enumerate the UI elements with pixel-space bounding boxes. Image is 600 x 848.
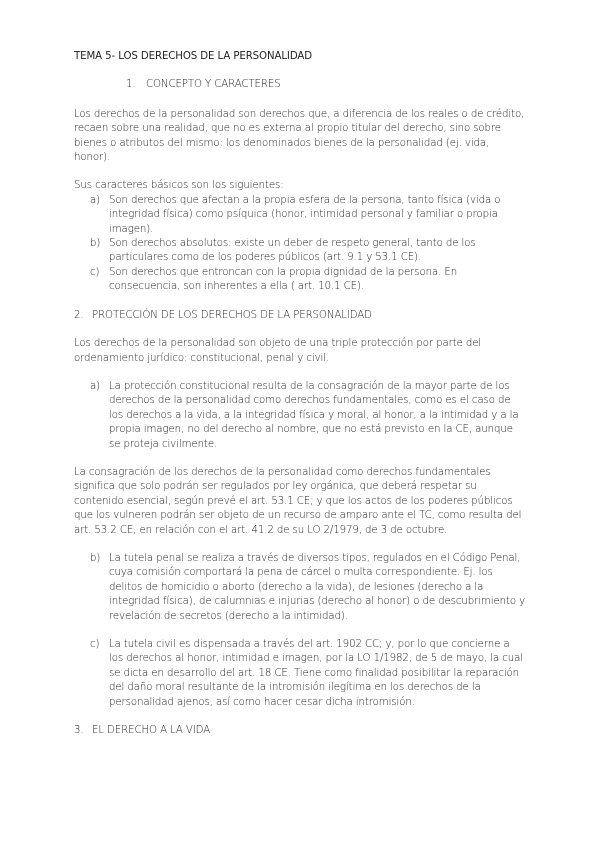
section-number: 2. <box>74 309 84 321</box>
list-item-label: c) <box>90 639 100 650</box>
characteristics-list <box>74 194 526 295</box>
paragraph-definition: Los derechos de la personalidad son derechos que, a diferencia de los reales o de crédito, recaen sobre una realidad, que no es externa al propio titular del derecho, sino sobre bienes o atributos del mismo: los denominados bienes de la personalidad (ej. vida, honor). <box>74 108 525 164</box>
list-item <box>90 552 526 624</box>
section-number: 3. <box>74 725 84 737</box>
list-item-text: La tutela penal se realiza a través de diversos tipos, regulados en el Código Penal, cuya comisión comportará la pena de cárcel o multa correspondiente. Ej. los delitos de homicidio o aborto (derecho a la vida), de lesiones (derecho a la integridad física), de calumnias e injurias (derecho al honor) o de descubrimiento y revelación de secretos (derecho a la intimidad). <box>109 552 526 622</box>
protection-list-a <box>74 380 526 452</box>
paragraph-characteristics-intro: Sus caracteres básicos son los siguientes: <box>74 180 284 192</box>
section-title: PROTECCIÓN DE LOS DERECHOS DE LA PERSONALIDAD <box>92 309 372 321</box>
list-item <box>90 266 526 295</box>
list-item-text: Son derechos absolutos: existe un deber de respeto general, tanto de los particulares como de los poderes públicos (art. 9.1 y 53.1 CE). <box>109 238 476 264</box>
section-heading-2 <box>74 309 526 323</box>
list-item <box>90 194 526 237</box>
protection-list-c <box>74 638 526 710</box>
list-item-text: La tutela civil es dispensada a través del art. 1902 CC; y, por lo que concierne a los derechos al honor, intimidad e imagen, por la LO 1/1982, de 5 de mayo, la cual se dicta en desarrollo del art. 18 CE. Tiene como finalidad posibilitar la reparación del daño moral resultante de la intromisión ilegítima en los derechos de la personalidad ajenos, así como hacer cesar dicha intromisión. <box>109 639 524 708</box>
list-item-text: Son derechos que afectan a la propia esfera de la persona, tanto física (vida o integridad física) como psíquica (honor, intimidad personal y familiar o propia imagen). <box>109 194 501 235</box>
paragraph-fundamental-rights: La consagración de los derechos de la personalidad como derechos fundamentales significa que solo podrán ser regulados por ley orgánica, que deberá respetar su contenido esencial, según prevé el art. 53.1 CE; y que los actos de los poderes públicos que los vulneren podrán ser objeto de un recurso de amparo ante el TC, como resulta del art. 53.2 CE, en relación con el art. 41.2 de su LO 2/1979, de 3 de octubre. <box>74 466 522 536</box>
section-heading-1 <box>74 78 526 92</box>
list-item-label: a) <box>90 194 101 206</box>
section-title: EL DERECHO A LA VIDA <box>92 725 211 737</box>
list-item-label: b) <box>90 552 101 564</box>
list-item-label: a) <box>90 380 101 392</box>
list-item-text: Son derechos que entroncan con la propia dignidad de la persona. En consecuencia, son inherentes a ella ( art. 10.1 CE). <box>109 266 458 293</box>
section-heading-3 <box>74 724 526 738</box>
list-item-label: b) <box>90 238 101 250</box>
list-item <box>90 237 526 266</box>
section-title: CONCEPTO Y CARACTERES <box>146 79 281 91</box>
paragraph-triple-protection: Los derechos de la personalidad son objeto de una triple protección por parte del ordenamiento jurídico: constitucional, penal y civil. <box>74 338 482 364</box>
list-item-label: c) <box>90 266 100 278</box>
list-item <box>90 638 526 710</box>
section-number: 1. <box>126 79 136 91</box>
protection-list-b <box>74 552 526 624</box>
list-item-text: La protección constitucional resulta de la consagración de la mayor parte de los derechos de la personalidad como derechos fundamentales, como es el caso de los derechos a la vida, a la integridad física y moral, al honor, a la intimidad y a la propia imagen; no del derecho al nombre, que no está previsto en la CE, aunque se proteja civilmente. <box>109 380 519 450</box>
list-item <box>90 380 526 452</box>
document-title: TEMA 5- LOS DERECHOS DE LA PERSONALIDAD <box>74 51 313 62</box>
